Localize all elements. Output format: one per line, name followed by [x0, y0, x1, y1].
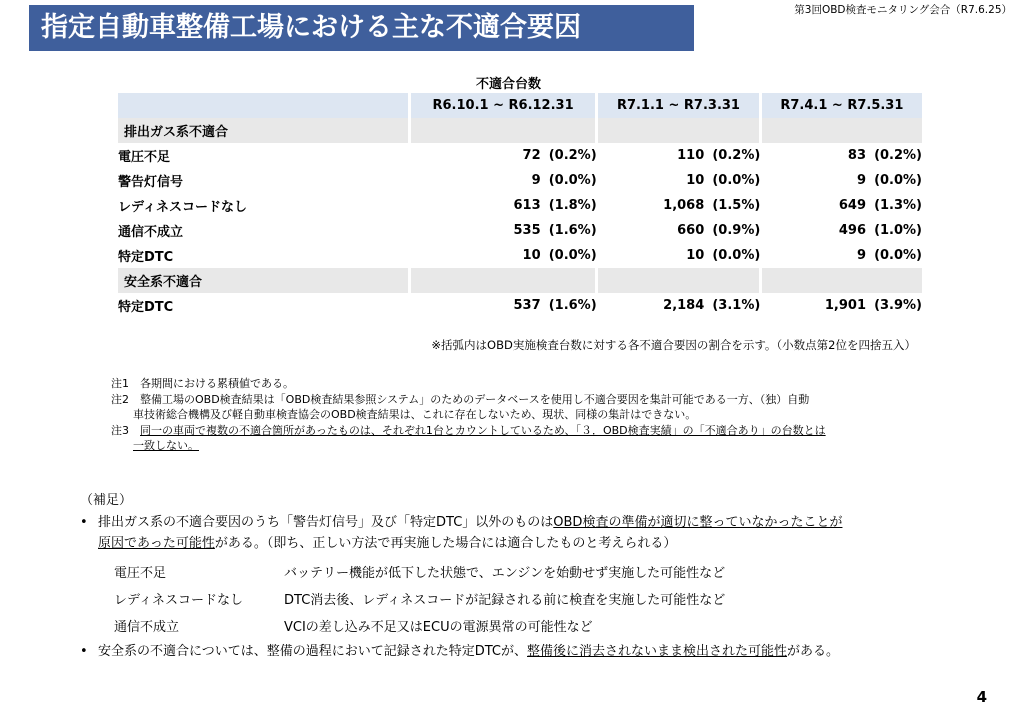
cause-description: バッテリー機能が低下した状態で、エンジンを始動せず実施した可能性など — [284, 566, 726, 581]
cause-name: レディネスコードなし — [114, 593, 243, 608]
item-label: 特定DTC — [118, 300, 174, 315]
item-label: レディネスコードなし — [118, 200, 247, 215]
cause-row — [114, 589, 725, 608]
cause-name: 通信不成立 — [114, 620, 180, 635]
ratio-value: (1.8%) — [548, 198, 597, 213]
count-value: 83 — [847, 148, 866, 163]
count-value: 10 — [686, 173, 705, 188]
category-row-safety — [118, 268, 922, 293]
note-3-line-2 — [111, 438, 921, 454]
meeting-label: 第3回OBD検査モニタリング会合（R7.6.25） — [794, 4, 1012, 16]
cause-description: VCIの差し込み不足又はECUの電源異常の可能性など — [284, 620, 593, 635]
ratio-value: (0.0%) — [712, 173, 761, 188]
note-2-line-2: 車技術総合機構及び軽自動車検査協会のOBD検査結果は、これに存在しないため、現状、同様の集計はできない。 — [133, 408, 697, 421]
bullet-safety — [80, 641, 839, 662]
ratio-value: (1.6%) — [548, 223, 597, 238]
count-value: 10 — [522, 248, 541, 263]
cause-description: DTC消去後、レディネスコードが記録される前に検査を実施した可能性など — [284, 593, 726, 608]
note-3-line-1 — [111, 423, 921, 439]
count-value: 613 — [513, 198, 541, 213]
ratio-value: (0.2%) — [874, 148, 922, 163]
table-footnote: ※括弧内はOBD実施検査台数に対する各不適合要因の割合を示す。（小数点第2位を四捨五入） — [431, 338, 916, 352]
cause-row — [114, 616, 593, 635]
table-row — [118, 218, 922, 243]
ratio-value: (1.3%) — [874, 198, 922, 213]
item-label: 電圧不足 — [118, 150, 171, 165]
page-number: 4 — [976, 688, 987, 706]
ratio-value: (0.2%) — [548, 148, 597, 163]
period-header-1: R6.10.1 ~ R6.12.31 — [410, 93, 597, 118]
ratio-value: (0.2%) — [712, 148, 761, 163]
bullet-text: 排出ガス系の不適合要因のうち「警告灯信号」及び「特定DTC」以外のものは — [98, 515, 554, 530]
note-3-prefix: 注3 — [111, 423, 140, 437]
count-value: 1,901 — [824, 298, 866, 313]
count-value: 9 — [531, 173, 541, 188]
table-row — [118, 193, 922, 218]
notes-block — [111, 376, 921, 454]
count-value: 1,068 — [663, 198, 705, 213]
count-value: 10 — [686, 248, 705, 263]
page-title: 指定自動車整備工場における主な不適合要因 — [29, 5, 694, 51]
header-blank-cell — [118, 93, 410, 118]
count-value: 9 — [856, 248, 866, 263]
ratio-value: (0.9%) — [712, 223, 761, 238]
ratio-value: (0.0%) — [874, 173, 922, 188]
cause-row — [114, 562, 725, 581]
ratio-value: (0.0%) — [548, 248, 597, 263]
category-label: 排出ガス系不適合 — [118, 118, 410, 143]
count-value: 649 — [838, 198, 866, 213]
supplement-heading: （補足） — [80, 493, 133, 508]
category-row-emission — [118, 118, 922, 143]
ratio-value: (1.0%) — [874, 223, 922, 238]
count-value: 537 — [513, 298, 541, 313]
bullet-text: がある。 — [787, 644, 840, 659]
table-caption: 不適合台数 — [476, 77, 542, 92]
bullet-text: 安全系の不適合については、整備の過程において記録された特定DTCが、 — [98, 644, 528, 659]
ratio-value: (3.9%) — [874, 298, 922, 313]
ratio-value: (1.5%) — [712, 198, 761, 213]
period-header-3: R7.4.1 ~ R7.5.31 — [760, 93, 922, 118]
count-value: 9 — [856, 173, 866, 188]
count-value: 535 — [513, 223, 541, 238]
bullet-mark: • — [80, 515, 88, 530]
bullet-mark: • — [80, 644, 88, 659]
ratio-value: (0.0%) — [874, 248, 922, 263]
cause-name: 電圧不足 — [114, 566, 167, 581]
bullet-underlined-text: OBD検査の準備が適切に整っていなかったことが — [553, 515, 843, 530]
period-header-2: R7.1.1 ~ R7.3.31 — [597, 93, 761, 118]
note-2-line-1: 注2 整備工場のOBD検査結果は「OBD検査結果参照システム」のためのデータベースを使用し不適合要因を集計可能である一方、（独）自動 — [111, 392, 810, 406]
ratio-value: (3.1%) — [712, 298, 761, 313]
count-value: 2,184 — [663, 298, 705, 313]
table-row — [118, 293, 922, 318]
item-label: 特定DTC — [118, 250, 174, 265]
ratio-value: (1.6%) — [548, 298, 597, 313]
note-3-text: 同一の車両で複数の不適合箇所があったものは、それぞれ1台とカウントしているため、「３．OBD検査実績」の「不適合あり」の台数とは — [140, 423, 826, 437]
count-value: 660 — [677, 223, 705, 238]
ratio-value: (0.0%) — [548, 173, 597, 188]
count-value: 496 — [838, 223, 866, 238]
count-value: 110 — [677, 148, 705, 163]
bullet-emission — [80, 512, 842, 554]
bullet-underlined-text: 原因であった可能性 — [98, 536, 215, 551]
count-value: 72 — [522, 148, 541, 163]
bullet-text: がある。（即ち、正しい方法で再実施した場合には適合したものと考えられる） — [214, 536, 677, 551]
bullet-underlined-text: 整備後に消去されないまま検出された可能性 — [527, 644, 788, 659]
item-label: 通信不成立 — [118, 225, 184, 240]
table-header-row — [118, 93, 922, 118]
note-1: 注1 各期間における累積値である。 — [111, 377, 294, 390]
table-row — [118, 243, 922, 268]
table-row — [118, 168, 922, 193]
ratio-value: (0.0%) — [712, 248, 761, 263]
nonconformity-table — [118, 93, 922, 318]
table-row — [118, 143, 922, 168]
category-label: 安全系不適合 — [118, 268, 410, 293]
note-3-text-cont: 一致しない。 — [133, 439, 199, 452]
item-label: 警告灯信号 — [118, 175, 184, 190]
